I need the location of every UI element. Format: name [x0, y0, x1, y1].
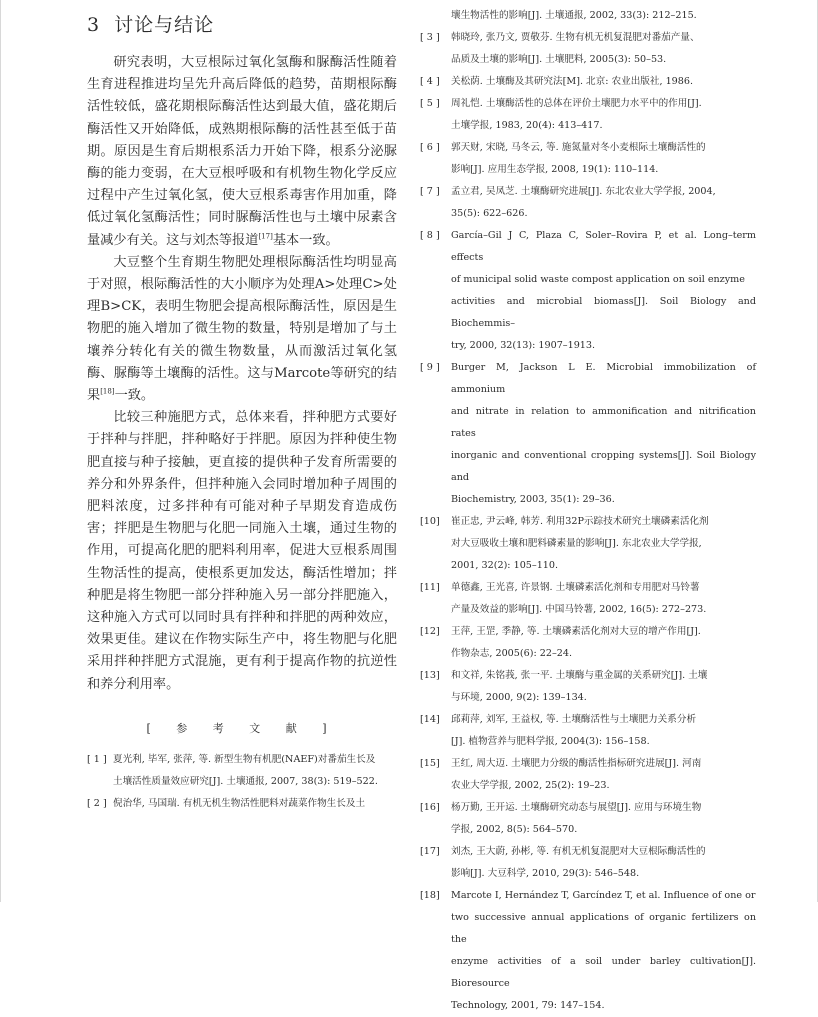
- paragraph-text: 比较三种施肥方式，总体来看，拌种肥方式要好于拌种与拌肥，拌种略好于拌肥。原因为拌种使生物肥直接与种子接触，更直接的提供种子发育所需要的养分和外界条件，但拌种施入会同时增加种子周围的肥料浓度，过多拌种有可能对种子早期发育造成伤害；拌肥是生物肥与化肥一同施入土壤，通过生物的作用，可提高化肥的肥料利用率，促进大豆根系周围生物活性的提高，使根系更加发达，酶活性增加；拌种肥是将生物肥一部分拌种施入另一部分拌肥施入，这种施入方式可以同时具有拌种和拌肥的两种效应，效果更佳。建议在作物实际生产中，将生物肥与化肥采用拌种拌肥方式混施，更有利于提高作物的抗逆性和养分利用率。: [87, 410, 397, 692]
- reference-line: 周礼恺. 土壤酶活性的总体在评价土壤肥力水平中的作用[J].: [451, 98, 702, 109]
- reference-line: 夏光利, 毕军, 张萍, 等. 新型生物有机肥(NAEF)对番茄生长及: [113, 753, 376, 765]
- reference-item: [420, 27, 756, 71]
- reference-line: Burger M, Jackson L E. Microbial immobilization of ammonium: [451, 362, 756, 395]
- reference-item: [420, 753, 756, 797]
- reference-line: 倪治华, 马国瑞. 有机无机生物活性肥料对蔬菜作物生长及土: [113, 797, 366, 809]
- reference-line: enzyme activities of a soil under barley cultivation[J]. Bioresource: [451, 956, 756, 989]
- reference-item: [420, 71, 756, 93]
- reference-line: 与环境, 2000, 9(2): 139–134.: [451, 692, 587, 703]
- paragraph-text: 研究表明，大豆根际过氧化氢酶和脲酶活性随着生育进程推进均呈先升高后降低的趋势，苗期根际酶活性较低，盛花期根际酶活性达到最大值，盛花期后酶活性又开始降低，成熟期根际酶的活性甚至低于苗期。原因是生育后期根系活力开始下降，根系分泌脲酶的能力变弱，在大豆根呼吸和有机物生物化学反应过程中产生过氧化氢，使大豆根系毒害作用加重，降低过氧化氢酶活性；同时脲酶活性也与土壤中尿素含量减少有关。这与刘杰等报道: [87, 55, 397, 248]
- reference-item: [420, 885, 756, 1017]
- reference-line: 2001, 32(2): 105–110.: [451, 560, 559, 571]
- reference-line: 35(5): 622–626.: [451, 208, 528, 219]
- reference-number: [ 5 ]: [420, 98, 440, 109]
- left-column: [87, 10, 397, 815]
- body-paragraph-1: [87, 52, 397, 252]
- reference-number: [ 1 ]: [87, 753, 107, 765]
- reference-line: two successive annual applications of organic fertilizers on the: [451, 912, 756, 945]
- reference-item: [420, 357, 756, 511]
- reference-line: 壤生物活性的影响[J]. 土壤通报, 2002, 33(3): 212–215.: [451, 10, 697, 21]
- reference-number: [ 3 ]: [420, 32, 440, 43]
- reference-number: [14]: [420, 714, 440, 725]
- reference-number: [ 8 ]: [420, 230, 440, 241]
- reference-item: [420, 93, 756, 137]
- reference-line: 对大豆吸收土壤和肥料磷素量的影响[J]. 东北农业大学学报,: [451, 538, 702, 549]
- reference-line: inorganic and conventional cropping systems[J]. Soil Biology and: [451, 450, 756, 483]
- reference-number: [11]: [420, 582, 440, 593]
- reference-line: 刘杰, 王大蔚, 孙彬, 等. 有机无机复混肥对大豆根际酶活性的: [451, 846, 706, 857]
- reference-line: 单德鑫, 王光喜, 许景钢. 土壤磷素活化剂和专用肥对马铃薯: [451, 582, 700, 593]
- reference-line: activities and microbial biomass[J]. Soil Biology and Biochemmis–: [451, 296, 756, 329]
- right-column: [420, 5, 756, 1017]
- reference-item: [420, 225, 756, 357]
- reference-line: and nitrate in relation to ammonification and nitrification rates: [451, 406, 756, 439]
- reference-line: 农业大学学报, 2002, 25(2): 19–23.: [451, 780, 610, 791]
- reference-item: [420, 511, 756, 577]
- body-paragraph-3: [87, 407, 397, 696]
- reference-line: 学报, 2002, 8(5): 564–570.: [451, 824, 578, 835]
- reference-line: 关松荫. 土壤酶及其研究法[M]. 北京: 农业出版社, 1986.: [451, 76, 694, 87]
- reference-item: [420, 841, 756, 885]
- reference-number: [ 2 ]: [87, 797, 107, 809]
- references-list-left: [87, 749, 397, 815]
- reference-number: [18]: [420, 890, 440, 901]
- references-list-right: [420, 5, 756, 1017]
- reference-item: [0, 749, 423, 793]
- reference-line: 邱莉萍, 刘军, 王益权, 等. 土壤酶活性与土壤肥力关系分析: [451, 714, 697, 725]
- reference-number: [16]: [420, 802, 440, 813]
- reference-line: 崔正忠, 尹云峰, 韩芳. 利用32P示踪技术研究土壤磷素活化剂: [451, 516, 709, 527]
- reference-item: [420, 621, 756, 665]
- reference-line: 王红, 周大迈. 土壤肥力分级的酶活性指标研究进展[J]. 河南: [451, 758, 702, 769]
- paragraph-text-tail: 基本一致。: [272, 232, 339, 248]
- citation-17: [17]: [258, 232, 273, 241]
- reference-line: Technology, 2001, 79: 147–154.: [451, 1000, 605, 1011]
- reference-line: Marcote I, Hernández T, Garcíndez T, et al. Influence of one or: [451, 890, 756, 901]
- reference-item: [420, 137, 756, 181]
- reference-number: [13]: [420, 670, 440, 681]
- paragraph-text: 大豆整个生育期生物肥处理根际酶活性均明显高于对照，根际酶活性的大小顺序为处理A>处理C>处理B>CK，表明生物肥会提高根际酶活性，原因是生物肥的施入增加了微生物的数量，特别是增加了与土壤养分转化有关的微生物数量，从而激活过氧化氢酶、脲酶等土壤酶的活性。这与Marcote等研究的结果: [87, 254, 397, 404]
- reference-line: 和文祥, 朱铭莪, 张一平. 土壤酶与重金属的关系研究[J]. 土壤: [451, 670, 708, 681]
- reference-line: try, 2000, 32(13): 1907–1913.: [451, 340, 596, 351]
- reference-line: 影响[J]. 大豆科学, 2010, 29(3): 546–548.: [451, 868, 640, 879]
- reference-number: [10]: [420, 516, 440, 527]
- citation-18: [18]: [100, 387, 115, 396]
- section-title: 讨论与结论: [114, 14, 215, 36]
- reference-item: [420, 797, 756, 841]
- reference-line: Biochemistry, 2003, 35(1): 29–36.: [451, 494, 615, 505]
- reference-item: [0, 793, 423, 815]
- reference-line: 产量及效益的影响[J]. 中国马铃薯, 2002, 16(5): 272–273.: [451, 604, 707, 615]
- section-heading: [87, 10, 397, 40]
- reference-item: [420, 665, 756, 709]
- reference-line: of municipal solid waste compost application on soil enzyme: [451, 274, 745, 285]
- reference-item: [420, 5, 756, 27]
- references-heading: [ 参 考 文 献 ]: [146, 721, 338, 735]
- reference-number: [ 6 ]: [420, 142, 440, 153]
- reference-line: 影响[J]. 应用生态学报, 2008, 19(1): 110–114.: [451, 164, 659, 175]
- reference-line: 韩晓玲, 张乃文, 贾敬芬. 生物有机无机复混肥对番茄产量、: [451, 32, 700, 43]
- reference-number: [ 9 ]: [420, 362, 440, 373]
- reference-line: [J]. 植物营养与肥料学报, 2004(3): 156–158.: [451, 736, 650, 747]
- reference-item: [420, 577, 756, 621]
- reference-number: [ 7 ]: [420, 186, 440, 197]
- body-paragraph-2: [87, 252, 397, 407]
- section-number: 3: [87, 14, 101, 36]
- reference-item: [420, 181, 756, 225]
- reference-item: [420, 709, 756, 753]
- reference-line: 土壤活性质量效应研究[J]. 土壤通报, 2007, 38(3): 519–522.: [113, 775, 378, 787]
- reference-line: 王萍, 王罡, 季静, 等. 土壤磷素活化剂对大豆的增产作用[J].: [451, 626, 701, 637]
- reference-line: 品质及土壤的影响[J]. 土壤肥料, 2005(3): 50–53.: [451, 54, 667, 65]
- paragraph-text-tail: 一致。: [114, 388, 155, 404]
- reference-number: [17]: [420, 846, 440, 857]
- reference-line: García–Gil J C, Plaza C, Soler–Rovira P, et al. Long–term effects: [451, 230, 756, 263]
- reference-line: 作物杂志, 2005(6): 22–24.: [451, 648, 573, 659]
- reference-line: 孟立君, 吴凤芝. 土壤酶研究进展[J]. 东北农业大学学报, 2004,: [451, 186, 716, 197]
- reference-number: [ 4 ]: [420, 76, 440, 87]
- reference-line: 杨万勤, 王开运. 土壤酶研究动态与展望[J]. 应用与环境生物: [451, 802, 702, 813]
- reference-line: 郭天财, 宋晓, 马冬云, 等. 施氮量对冬小麦根际土壤酶活性的: [451, 142, 706, 153]
- reference-number: [12]: [420, 626, 440, 637]
- reference-number: [15]: [420, 758, 440, 769]
- reference-line: 土壤学报, 1983, 20(4): 413–417.: [451, 120, 603, 131]
